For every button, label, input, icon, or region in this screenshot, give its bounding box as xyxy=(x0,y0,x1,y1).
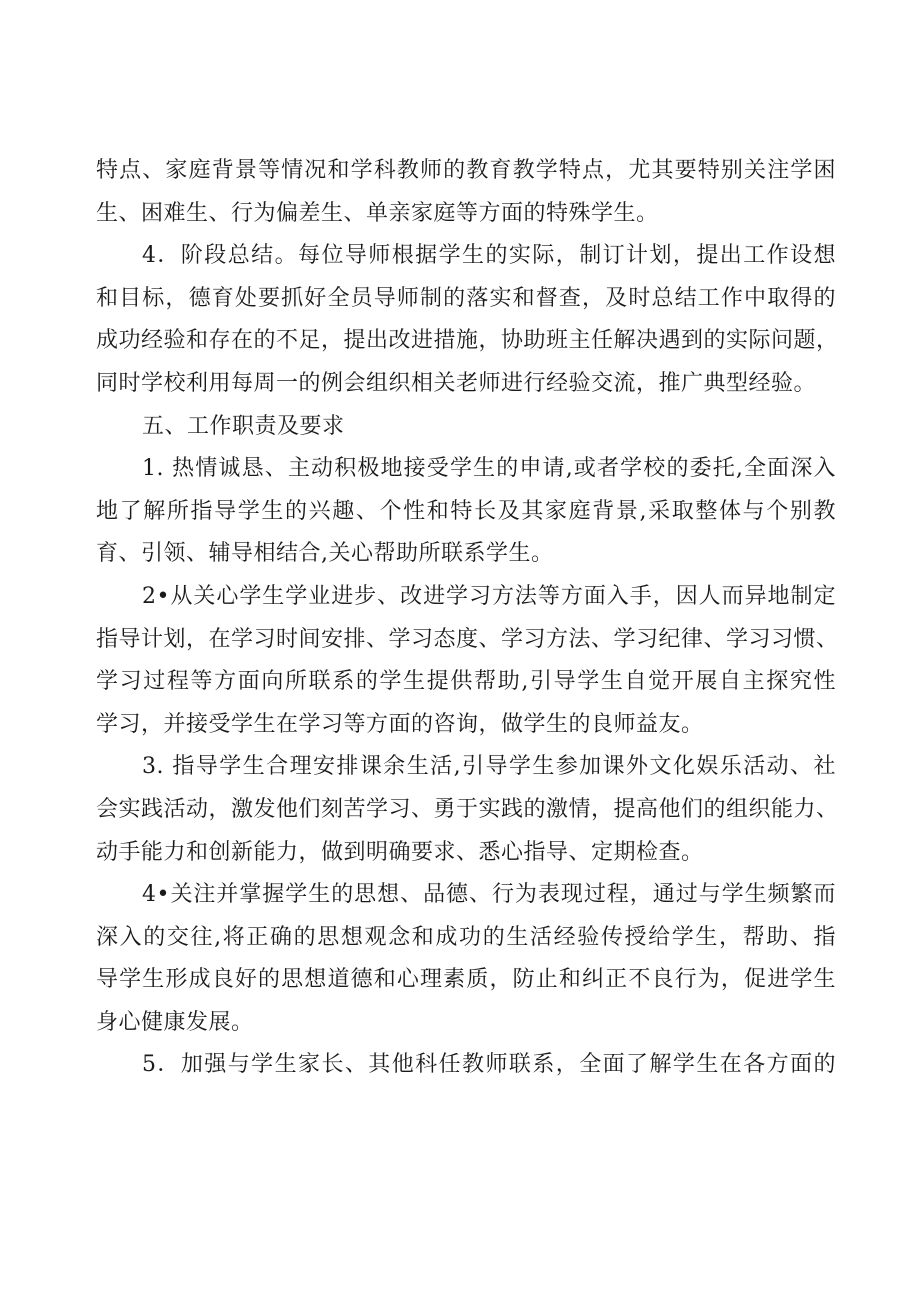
text-line: 学习过程等方面向所联系的学生提供帮助,引导学生自觉开展自主探究性 xyxy=(96,669,836,695)
text-line: 同时学校利用每周一的例会组织相关老师进行经验交流，推广典型经验。 xyxy=(96,370,817,396)
section-heading: 五、工作职责及要求 xyxy=(142,413,345,439)
text-line: 成功经验和存在的不足，提出改进措施，协助班主任解决遇到的实际问题， xyxy=(96,328,839,354)
text-line: 特点、家庭背景等情况和学科教师的教育教学特点，尤其要特别关注学困 xyxy=(96,158,836,183)
text-line: 4•关注并掌握学生的思想、品德、行为表现过程，通过与学生频繁而 xyxy=(142,882,836,908)
text-line: 5．加强与学生家长、其他科任教师联系，全面了解学生在各方面的 xyxy=(142,1052,836,1078)
text-line: 会实践活动，激发他们刻苦学习、勇于实践的激情，提高他们的组织能力、 xyxy=(96,796,839,822)
text-line: 4．阶段总结。每位导师根据学生的实际，制订计划，提出工作设想 xyxy=(142,243,836,269)
text-line: 动手能力和创新能力，做到明确要求、悉心指导、定期检查。 xyxy=(96,839,704,865)
text-line: 地了解所指导学生的兴趣、个性和特长及其家庭背景,采取整体与个别教 xyxy=(96,498,836,524)
text-line: 生、困难生、行为偏差生、单亲家庭等方面的特殊学生。 xyxy=(96,200,659,226)
text-line: 1. 热情诚恳、主动积极地接受学生的申请,或者学校的委托,全面深入 xyxy=(142,456,836,482)
document-body xyxy=(96,150,839,1087)
text-line: 身心健康发展。 xyxy=(96,1009,254,1035)
text-line: 导学生形成良好的思想道德和心理素质，防止和纠正不良行为，促进学生 xyxy=(96,967,836,993)
text-line: 学习，并接受学生在学习等方面的咨询，做学生的良师益友。 xyxy=(96,711,704,737)
text-line: 指导计划，在学习时间安排、学习态度、学习方法、学习纪律、学习习惯、 xyxy=(96,626,839,652)
text-line: 育、引领、辅导相结合,关心帮助所联系学生。 xyxy=(96,541,554,567)
text-line: 3. 指导学生合理安排课余生活,引导学生参加课外文化娱乐活动、社 xyxy=(142,754,836,780)
text-line: 和目标，德育处要抓好全员导师制的落实和督查，及时总结工作中取得的 xyxy=(96,285,836,311)
text-line: 深入的交往,将正确的思想观念和成功的生活经验传授给学生，帮助、指 xyxy=(96,924,836,950)
text-line: 2•从关心学生学业进步、改进学习方法等方面入手，因人而异地制定 xyxy=(142,583,836,609)
